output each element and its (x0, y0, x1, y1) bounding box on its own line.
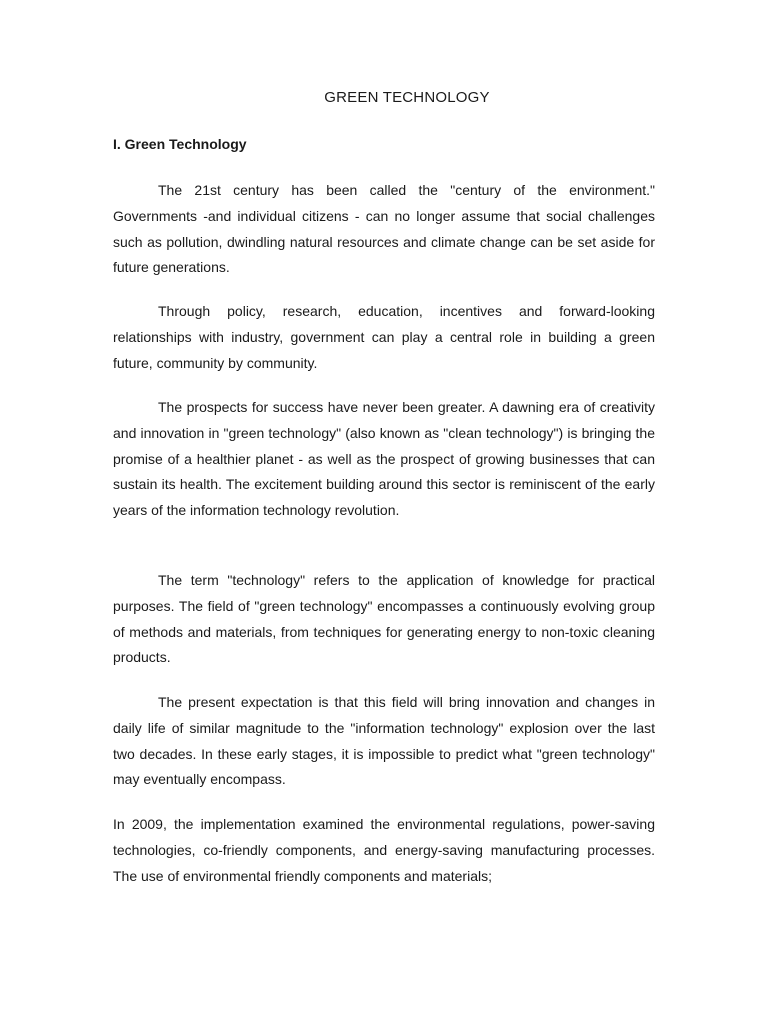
paragraph-1: The 21st century has been called the "century of the environment." Governments -and individual citizens - can no longer assume that social challenges such as pollution, dwindling natural resources and climate change can be set aside for future generations. (113, 182, 655, 276)
paragraph-2: Through policy, research, education, incentives and forward-looking relationships with industry, government can play a central role in building a green future, community by community. (113, 303, 655, 371)
section-heading: I. Green Technology (113, 136, 247, 152)
paragraph-3: The prospects for success have never been greater. A dawning era of creativity and innovation in "green technology" (also known as "clean technology") is bringing the promise of a healthier planet - as well as the prospect of growing businesses that can sustain its health. The excitement building around this sector is reminiscent of the early years of the information technology revolution. (113, 399, 655, 519)
paragraph-6: In 2009, the implementation examined the environmental regulations, power-saving technologies, co-friendly components, and energy-saving manufacturing processes. The use of environmental friendly components and materials; (113, 816, 655, 884)
paragraph-4: The term "technology" refers to the application of knowledge for practical purposes. The field of "green technology" encompasses a continuously evolving group of methods and materials, from techniques for generating energy to non-toxic cleaning products. (113, 572, 655, 666)
document-title: GREEN TECHNOLOGY (324, 89, 490, 106)
paragraph-5: The present expectation is that this field will bring innovation and changes in daily life of similar magnitude to the "information technology" explosion over the last two decades. In these early stages, it is impossible to predict what "green technology" may eventually encompass. (113, 694, 655, 788)
